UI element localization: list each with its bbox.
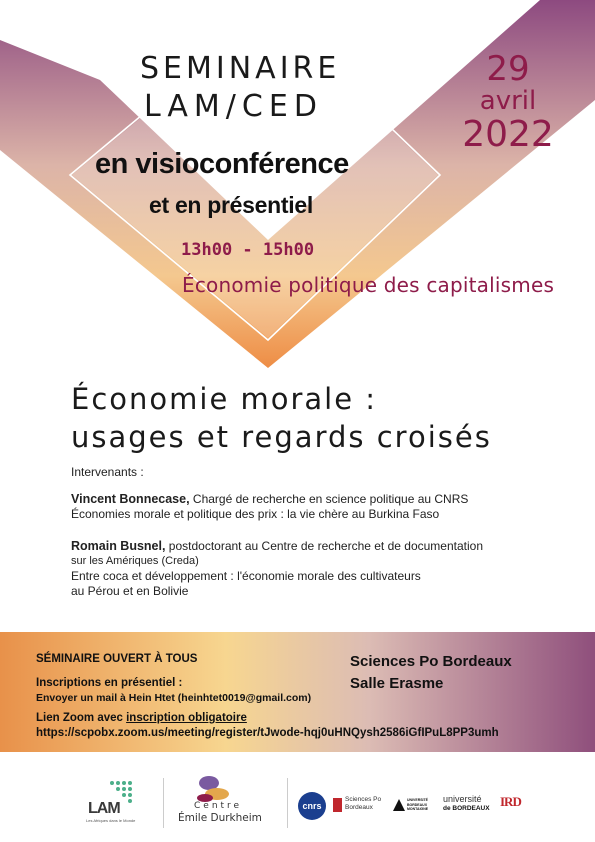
footer-divider <box>163 778 164 828</box>
footer-divider <box>287 778 288 828</box>
ub-text-line1: université <box>443 794 482 804</box>
presentiel-label: et en présentiel <box>149 192 313 218</box>
main-title-line2: usages et regards croisés <box>71 420 492 454</box>
date-year: 2022 <box>462 114 554 155</box>
speaker-role-cont: sur les Amériques (Creda) <box>71 555 199 567</box>
scpo-logo <box>333 796 387 818</box>
venue-block <box>350 651 512 695</box>
speaker-talk: Entre coca et développement : l'économie morale des cultivateurs <box>71 569 421 583</box>
open-to-all: SÉMINAIRE OUVERT À TOUS <box>36 653 198 665</box>
lam-text: LAM <box>88 800 120 817</box>
zoom-registration-link[interactable]: inscription obligatoire <box>126 712 247 724</box>
registration-text: Envoyer un mail à Hein Htet (heinhtet0019@gmail.com) <box>36 692 312 704</box>
date-month: avril <box>479 86 537 116</box>
date-day: 29 <box>486 49 530 89</box>
zoom-prefix: Lien Zoom avec <box>36 712 127 724</box>
time-range: 13h00 - 15h00 <box>181 240 315 260</box>
ubm-mark-icon <box>393 799 405 811</box>
scpo-text-line2: Bordeaux <box>345 804 373 811</box>
speaker-role: Chargé de recherche en science politique au CNRS <box>189 492 469 506</box>
speaker-talk: Économies morale et politique des prix : la vie chère au Burkina Faso <box>71 507 440 521</box>
main-title-line1: Économie morale : <box>71 382 378 416</box>
zoom-url[interactable]: https://scpobx.zoom.us/meeting/register/tJwode-hqj0uHNQysh2586iGfIPuL8PP3umh <box>36 727 499 739</box>
visio-label: en visioconférence <box>95 148 349 180</box>
speaker-name: Romain Busnel, <box>71 539 166 553</box>
ced-logo <box>178 774 278 830</box>
scpo-text-line1: Sciences Po <box>345 796 382 803</box>
ird-text: IRD <box>500 794 521 809</box>
main-title <box>71 380 492 456</box>
speaker-role: postdoctorant au Centre de recherche et de documentation <box>165 539 484 553</box>
venue-name: Sciences Po Bordeaux <box>350 653 512 670</box>
seminar-subtitle: LAM/CED <box>144 89 323 124</box>
registration-title: Inscriptions en présentiel : <box>36 677 183 689</box>
scpo-mark-icon <box>333 798 342 812</box>
ubm-logo <box>393 798 439 818</box>
ub-logo <box>443 794 495 818</box>
ced-mark-icon <box>193 774 233 804</box>
speaker-2 <box>71 539 571 599</box>
speaker-talk-cont: au Pérou et en Bolivie <box>71 584 189 598</box>
seminar-title: SEMINAIRE <box>140 51 341 86</box>
lam-subtext: Les Afriques dans le Monde <box>86 818 136 823</box>
ub-text-line2: de BORDEAUX <box>443 805 490 812</box>
cnrs-logo: cnrs <box>298 792 326 820</box>
ubm-text: UNIVERSITÉ BORDEAUX MONTAIGNE <box>407 798 429 811</box>
ird-logo <box>500 794 530 818</box>
speakers-label: Intervenants : <box>71 465 144 479</box>
ced-text-line2: Émile Durkheim <box>178 812 262 824</box>
lam-logo <box>84 778 144 828</box>
speaker-1 <box>71 492 571 522</box>
speaker-name: Vincent Bonnecase, <box>71 492 190 506</box>
ced-text-line1: Centre <box>194 801 243 811</box>
venue-room: Salle Erasme <box>350 675 444 692</box>
axis-theme: Économie politique des capitalismes <box>182 273 555 297</box>
